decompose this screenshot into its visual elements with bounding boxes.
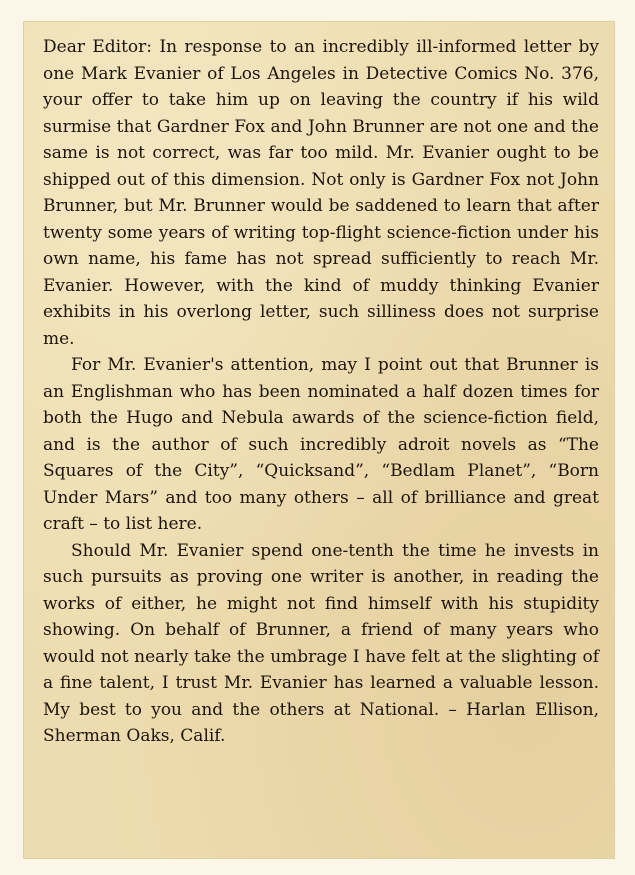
letter-text (43, 34, 599, 750)
scanned-page (24, 22, 614, 858)
letter-paragraph-3: Should Mr. Evanier spend one-tenth the time he invests in such pursuits as proving one writer is another, in reading the works of either, he might not find himself with his stupidity showing. On behalf of Brunner, a friend of many years who would not nearly take the umbrage I have felt at the slighting of a fine talent, I trust Mr. Evanier has learned a valuable lesson. My best to you and the others at National. – Harlan Ellison, Sherman Oaks, Calif. (43, 540, 599, 746)
letter-paragraph-1: Dear Editor: In response to an incredibly ill-informed letter by one Mark Evanier of Los Angeles in Detective Comics No. 376, your offer to take him up on leaving the country if his wild surmise that Gardner Fox and John Brunner are not one and the same is not correct, was far too mild. Mr. Evanier ought to be shipped out of this dimension. Not only is Gardner Fox not John Brunner, but Mr. Brunner would be saddened to learn that after twenty some years of writing top-flight science-fiction under his own name, his fame has not spread sufficiently to reach Mr. Evanier. However, with the kind of muddy thinking Evanier exhibits in his overlong letter, such silliness does not surprise me. (43, 37, 599, 349)
letter-paragraph-2: For Mr. Evanier's attention, may I point out that Brunner is an Englishman who has been nominated a half dozen times for both the Hugo and Nebula awards of the science-fiction field, and is the author of such incredibly adroit novels as “The Squares of the City”, “Quicksand”, “Bedlam Planet”, “Born Under Mars” and too many others – all of brilliance and great craft – to list here. (43, 355, 599, 534)
